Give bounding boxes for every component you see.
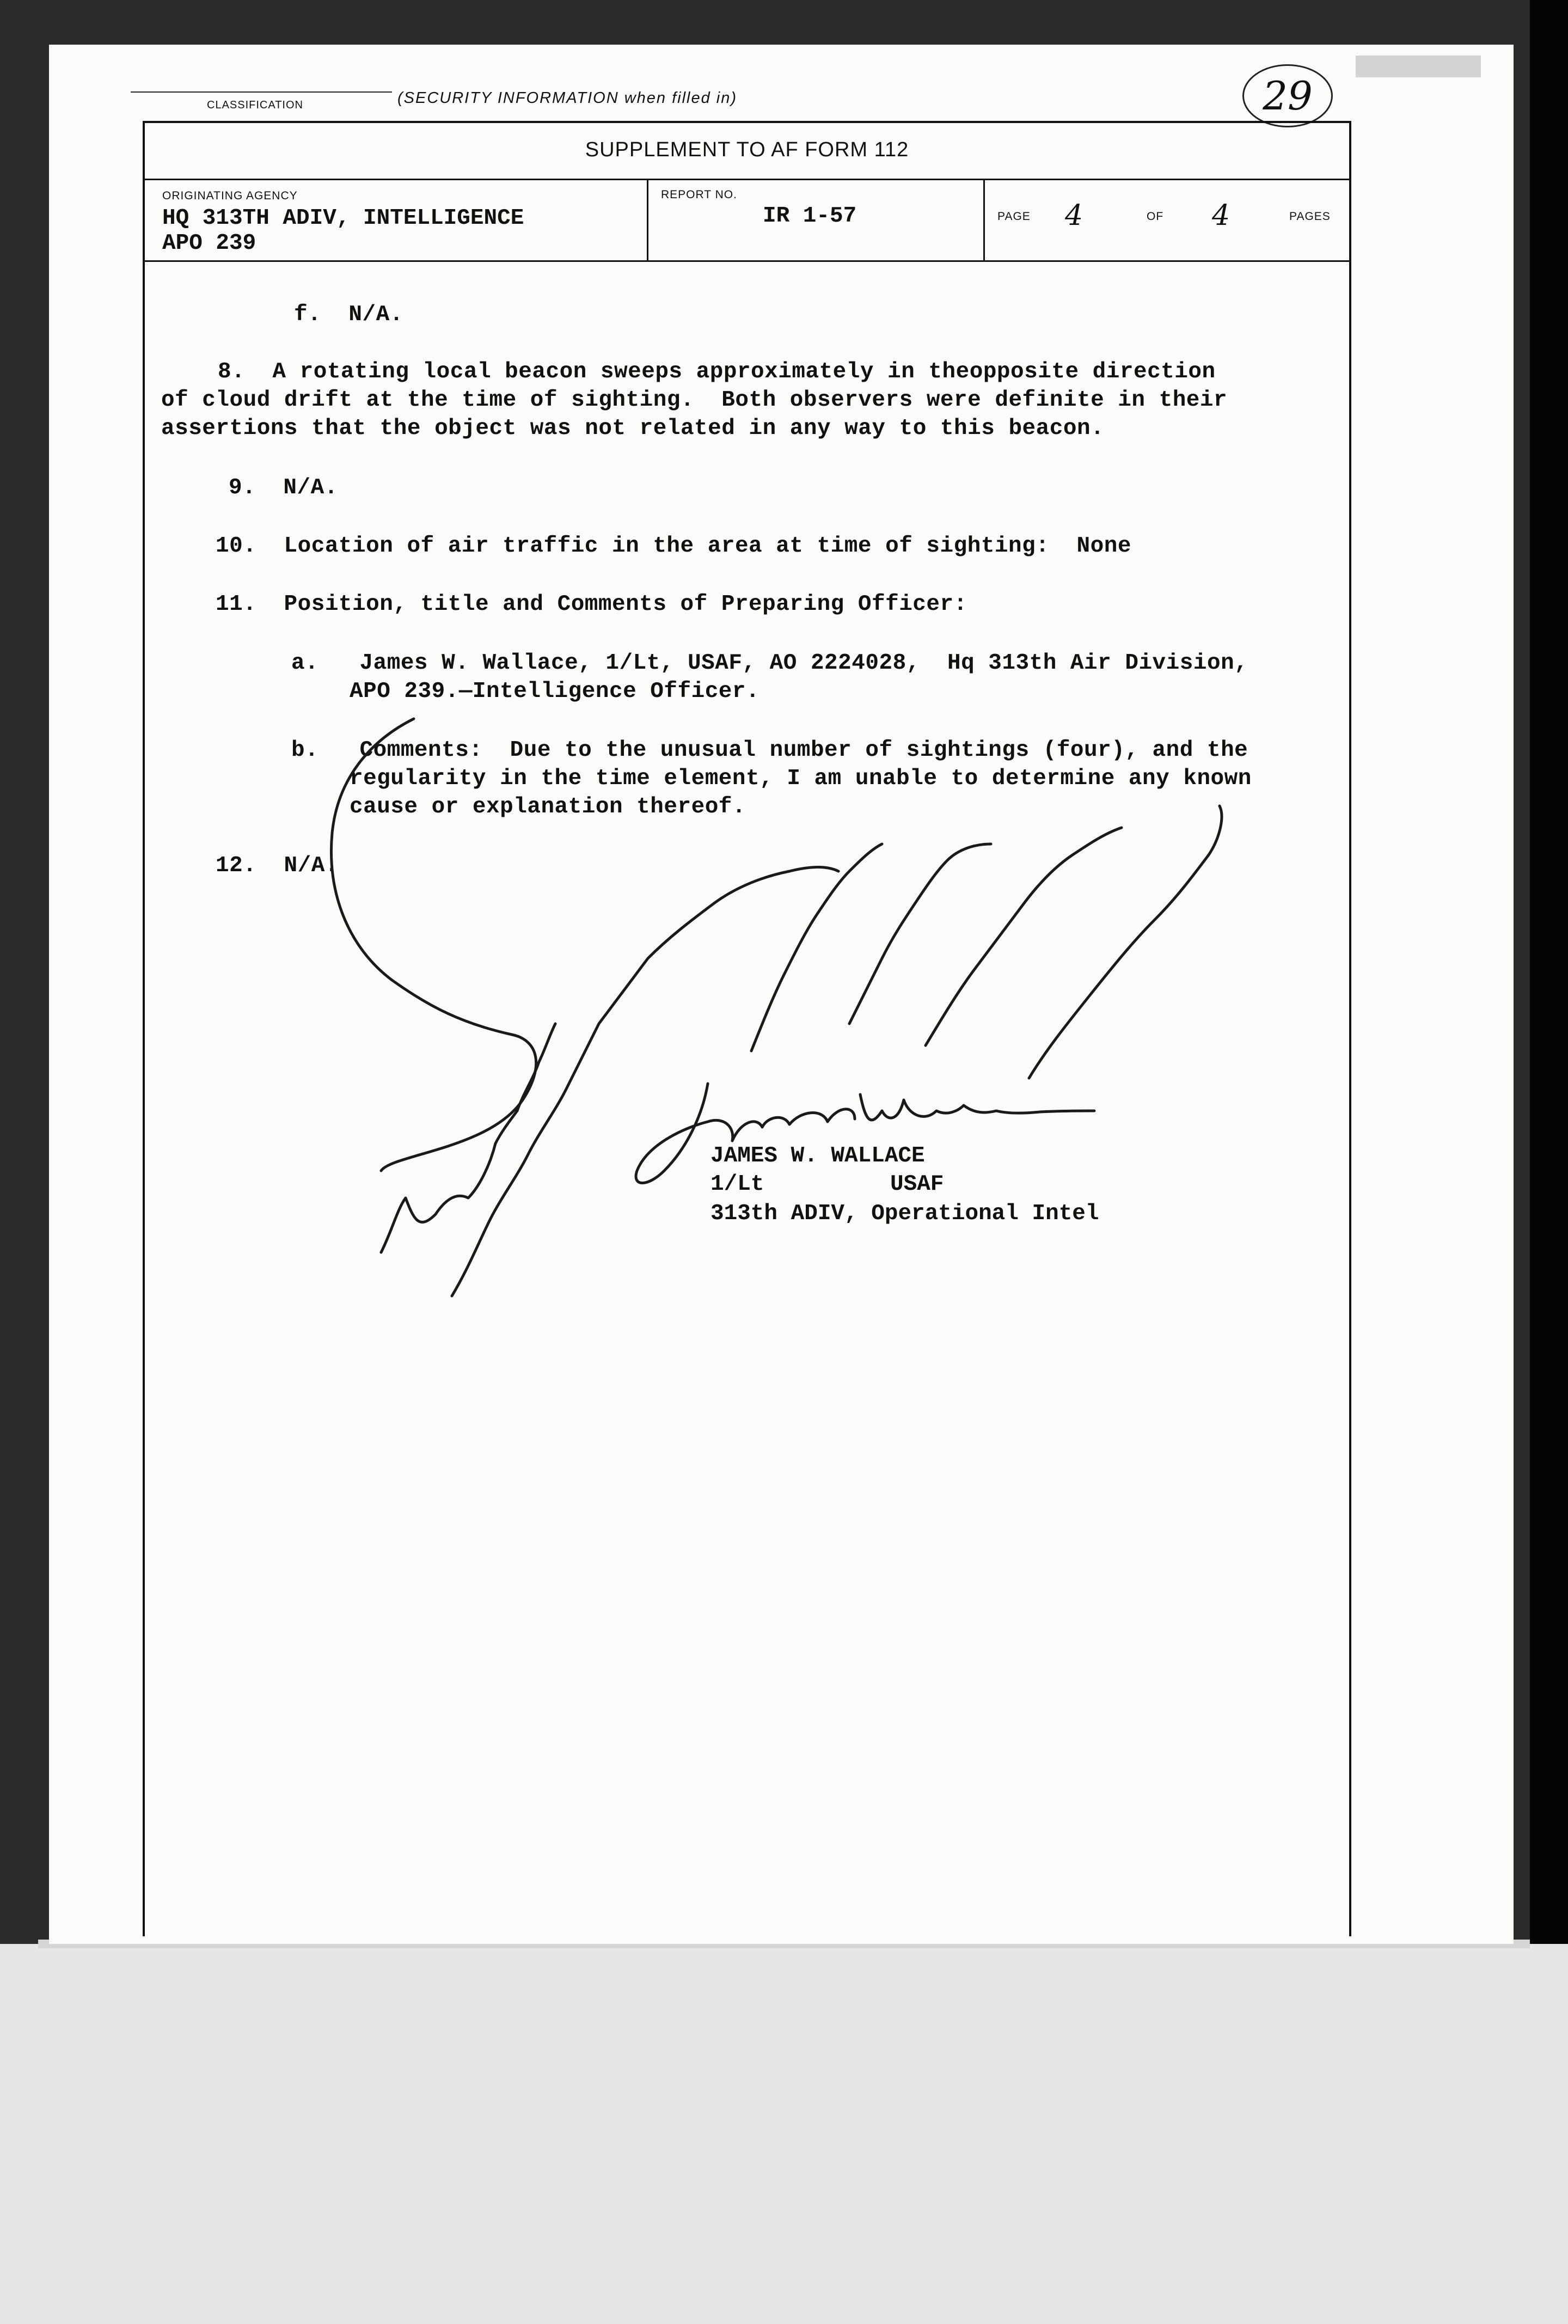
- item-8-line-2: of cloud drift at the time of sighting. Both observers were definite in their: [161, 388, 1228, 413]
- signer-service: USAF: [890, 1172, 944, 1197]
- pages-label: PAGES: [1289, 210, 1331, 223]
- item-f: f. N/A.: [294, 302, 403, 327]
- form-title: SUPPLEMENT TO AF FORM 112: [585, 138, 909, 161]
- item-11b-line-2: regularity in the time element, I am unable to determine any known: [350, 766, 1252, 791]
- signer-rank: 1/Lt: [710, 1172, 764, 1197]
- page-value: 4: [1065, 199, 1083, 232]
- originating-agency-label: ORIGINATING AGENCY: [162, 189, 298, 202]
- originating-agency-apo: APO 239: [162, 231, 256, 256]
- item-11a-line-1: a. James W. Wallace, 1/Lt, USAF, AO 2224028, Hq 313th Air Division,: [291, 651, 1248, 676]
- security-information-note: (SECURITY INFORMATION when filled in): [397, 89, 738, 107]
- item-10: 10. Location of air traffic in the area at time of sighting: None: [216, 534, 1131, 559]
- item-8-line-3: assertions that the object was not related in any way to this beacon.: [161, 416, 1105, 441]
- item-11: 11. Position, title and Comments of Preparing Officer:: [216, 592, 967, 617]
- signer-name: JAMES W. WALLACE: [710, 1143, 925, 1169]
- handwritten-note-2: [452, 867, 838, 1296]
- item-9: 9. N/A.: [229, 475, 338, 500]
- page-number-stamp: 29: [1242, 64, 1333, 127]
- item-11a-line-2: APO 239.—Intelligence Officer.: [350, 679, 760, 704]
- item-11b-line-1: b. Comments: Due to the unusual number of sightings (four), and the: [291, 738, 1248, 763]
- report-no-label: REPORT NO.: [661, 188, 737, 201]
- classification-label: CLASSIFICATION: [207, 99, 303, 111]
- of-value: 4: [1212, 199, 1230, 232]
- item-11b-line-3: cause or explanation thereof.: [350, 794, 746, 819]
- item-8-line-1: 8. A rotating local beacon sweeps approximately in theopposite direction: [218, 359, 1216, 384]
- handwritten-note-5: [926, 828, 1122, 1045]
- handwritten-note-6: [1029, 806, 1222, 1078]
- handwritten-signature: [636, 1084, 1094, 1183]
- page-label: PAGE: [997, 210, 1031, 223]
- signer-unit: 313th ADIV, Operational Intel: [710, 1201, 1099, 1226]
- pen-loop-stroke: [331, 719, 536, 1171]
- item-12: 12. N/A.: [216, 853, 339, 878]
- handwritten-note-4: [849, 844, 991, 1024]
- of-label: OF: [1147, 210, 1164, 223]
- report-no-value: IR 1-57: [763, 204, 857, 229]
- originating-agency-value: HQ 313TH ADIV, INTELLIGENCE: [162, 206, 524, 231]
